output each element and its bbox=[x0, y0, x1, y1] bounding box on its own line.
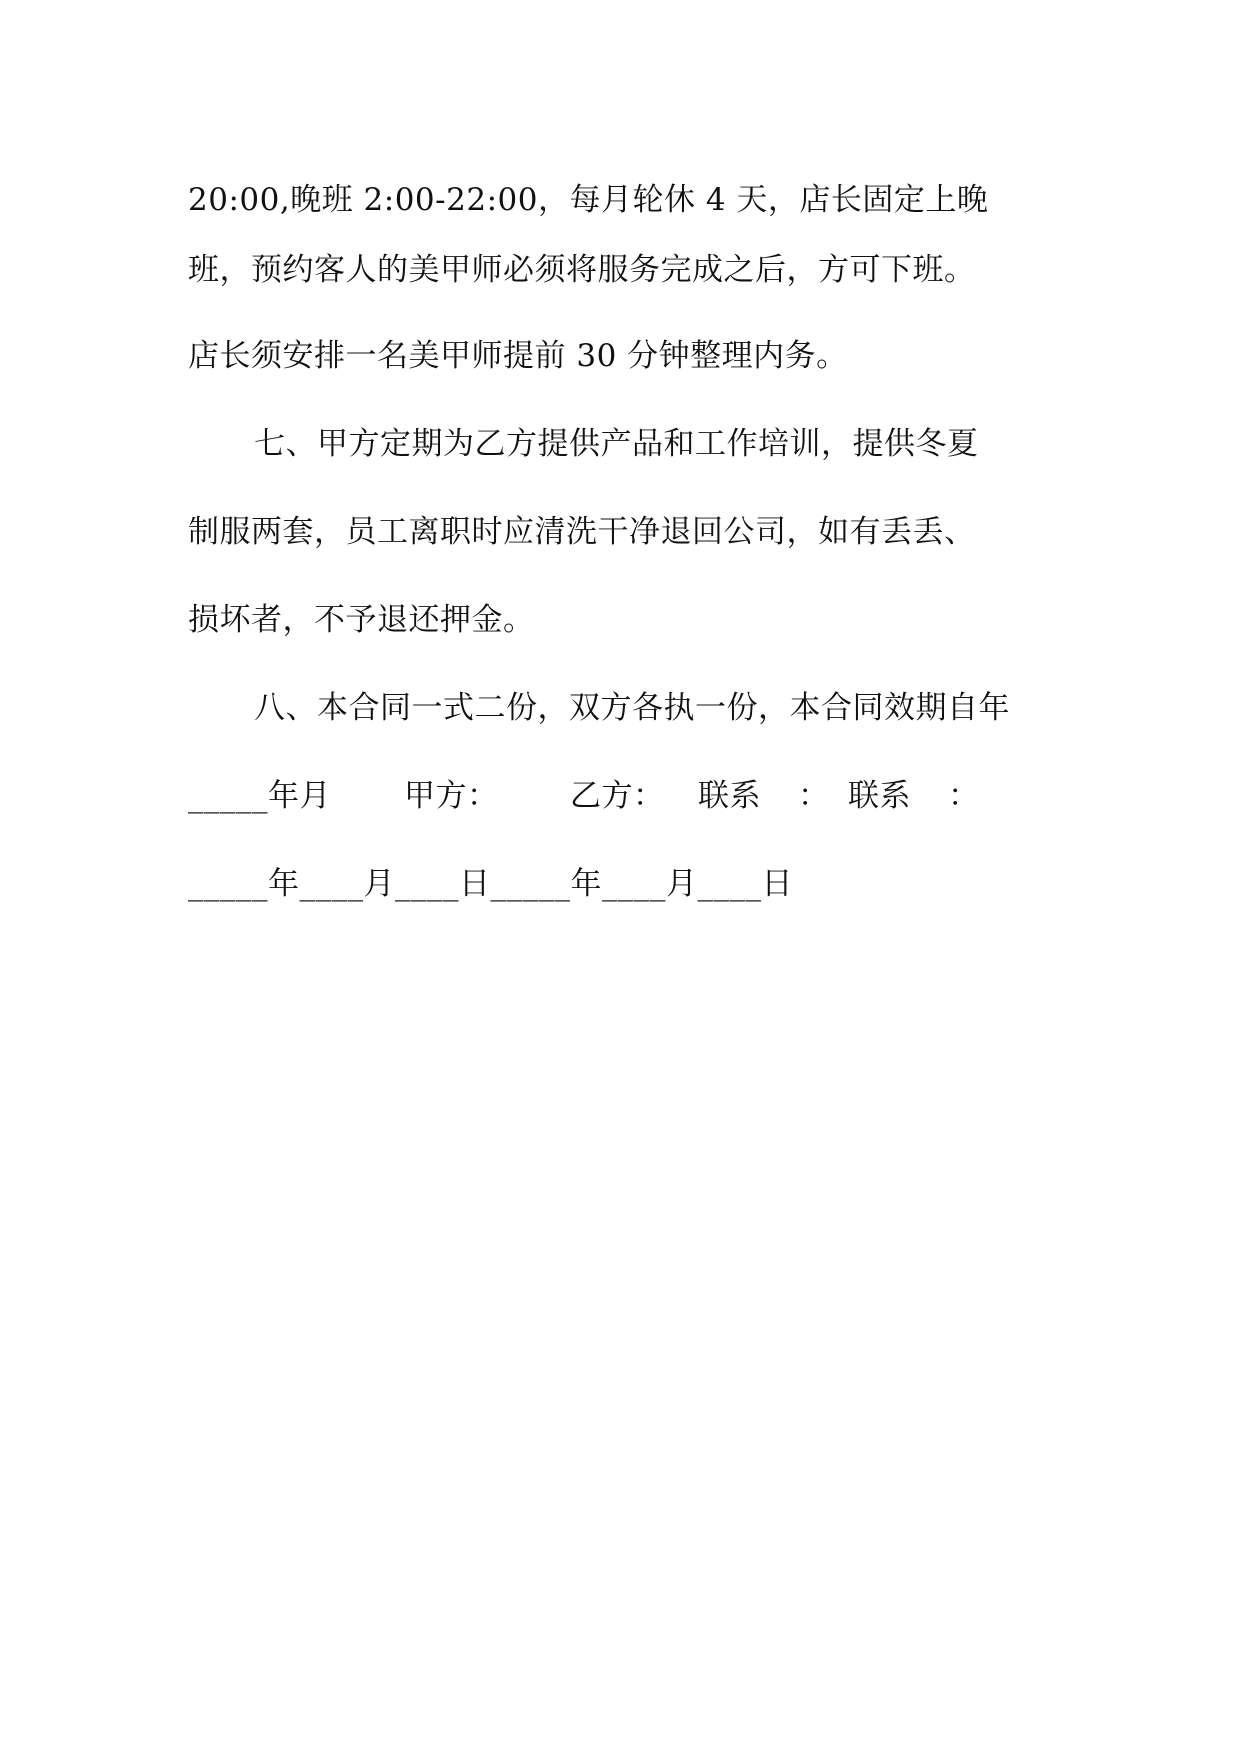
clause-8-line-1: 八、本合同一式二份，双方各执一份，本合同效期自年 bbox=[254, 690, 1010, 726]
party-b-label: 乙方： bbox=[570, 778, 665, 814]
party-a-label: 甲方： bbox=[404, 778, 499, 814]
clause-7-line-1: 七、甲方定期为乙方提供产品和工作培训，提供冬夏 bbox=[254, 426, 979, 462]
contact-b-colon: ： bbox=[948, 778, 980, 814]
paragraph-line-1: 20:00,晚班 2:00-22:00，每月轮休 4 天，店长固定上晚 bbox=[188, 182, 989, 218]
clause-7-line-3: 损坏者，不予退还押金。 bbox=[188, 602, 535, 638]
contact-b-label: 联系 bbox=[848, 778, 911, 814]
contact-a-colon: ： bbox=[798, 778, 830, 814]
date-line: _____年____月____日_____年____月____日 bbox=[188, 866, 793, 902]
paragraph-line-3: 店长须安排一名美甲师提前 30 分钟整理内务。 bbox=[188, 338, 848, 374]
clause-7-line-2: 制服两套，员工离职时应清洗干净退回公司，如有丢丢、 bbox=[188, 514, 976, 550]
signature-row bbox=[188, 776, 1088, 816]
date-prefix: _____年月 bbox=[188, 778, 331, 814]
contact-a-label: 联系 bbox=[698, 778, 761, 814]
paragraph-line-2: 班，预约客人的美甲师必须将服务完成之后，方可下班。 bbox=[188, 252, 976, 288]
